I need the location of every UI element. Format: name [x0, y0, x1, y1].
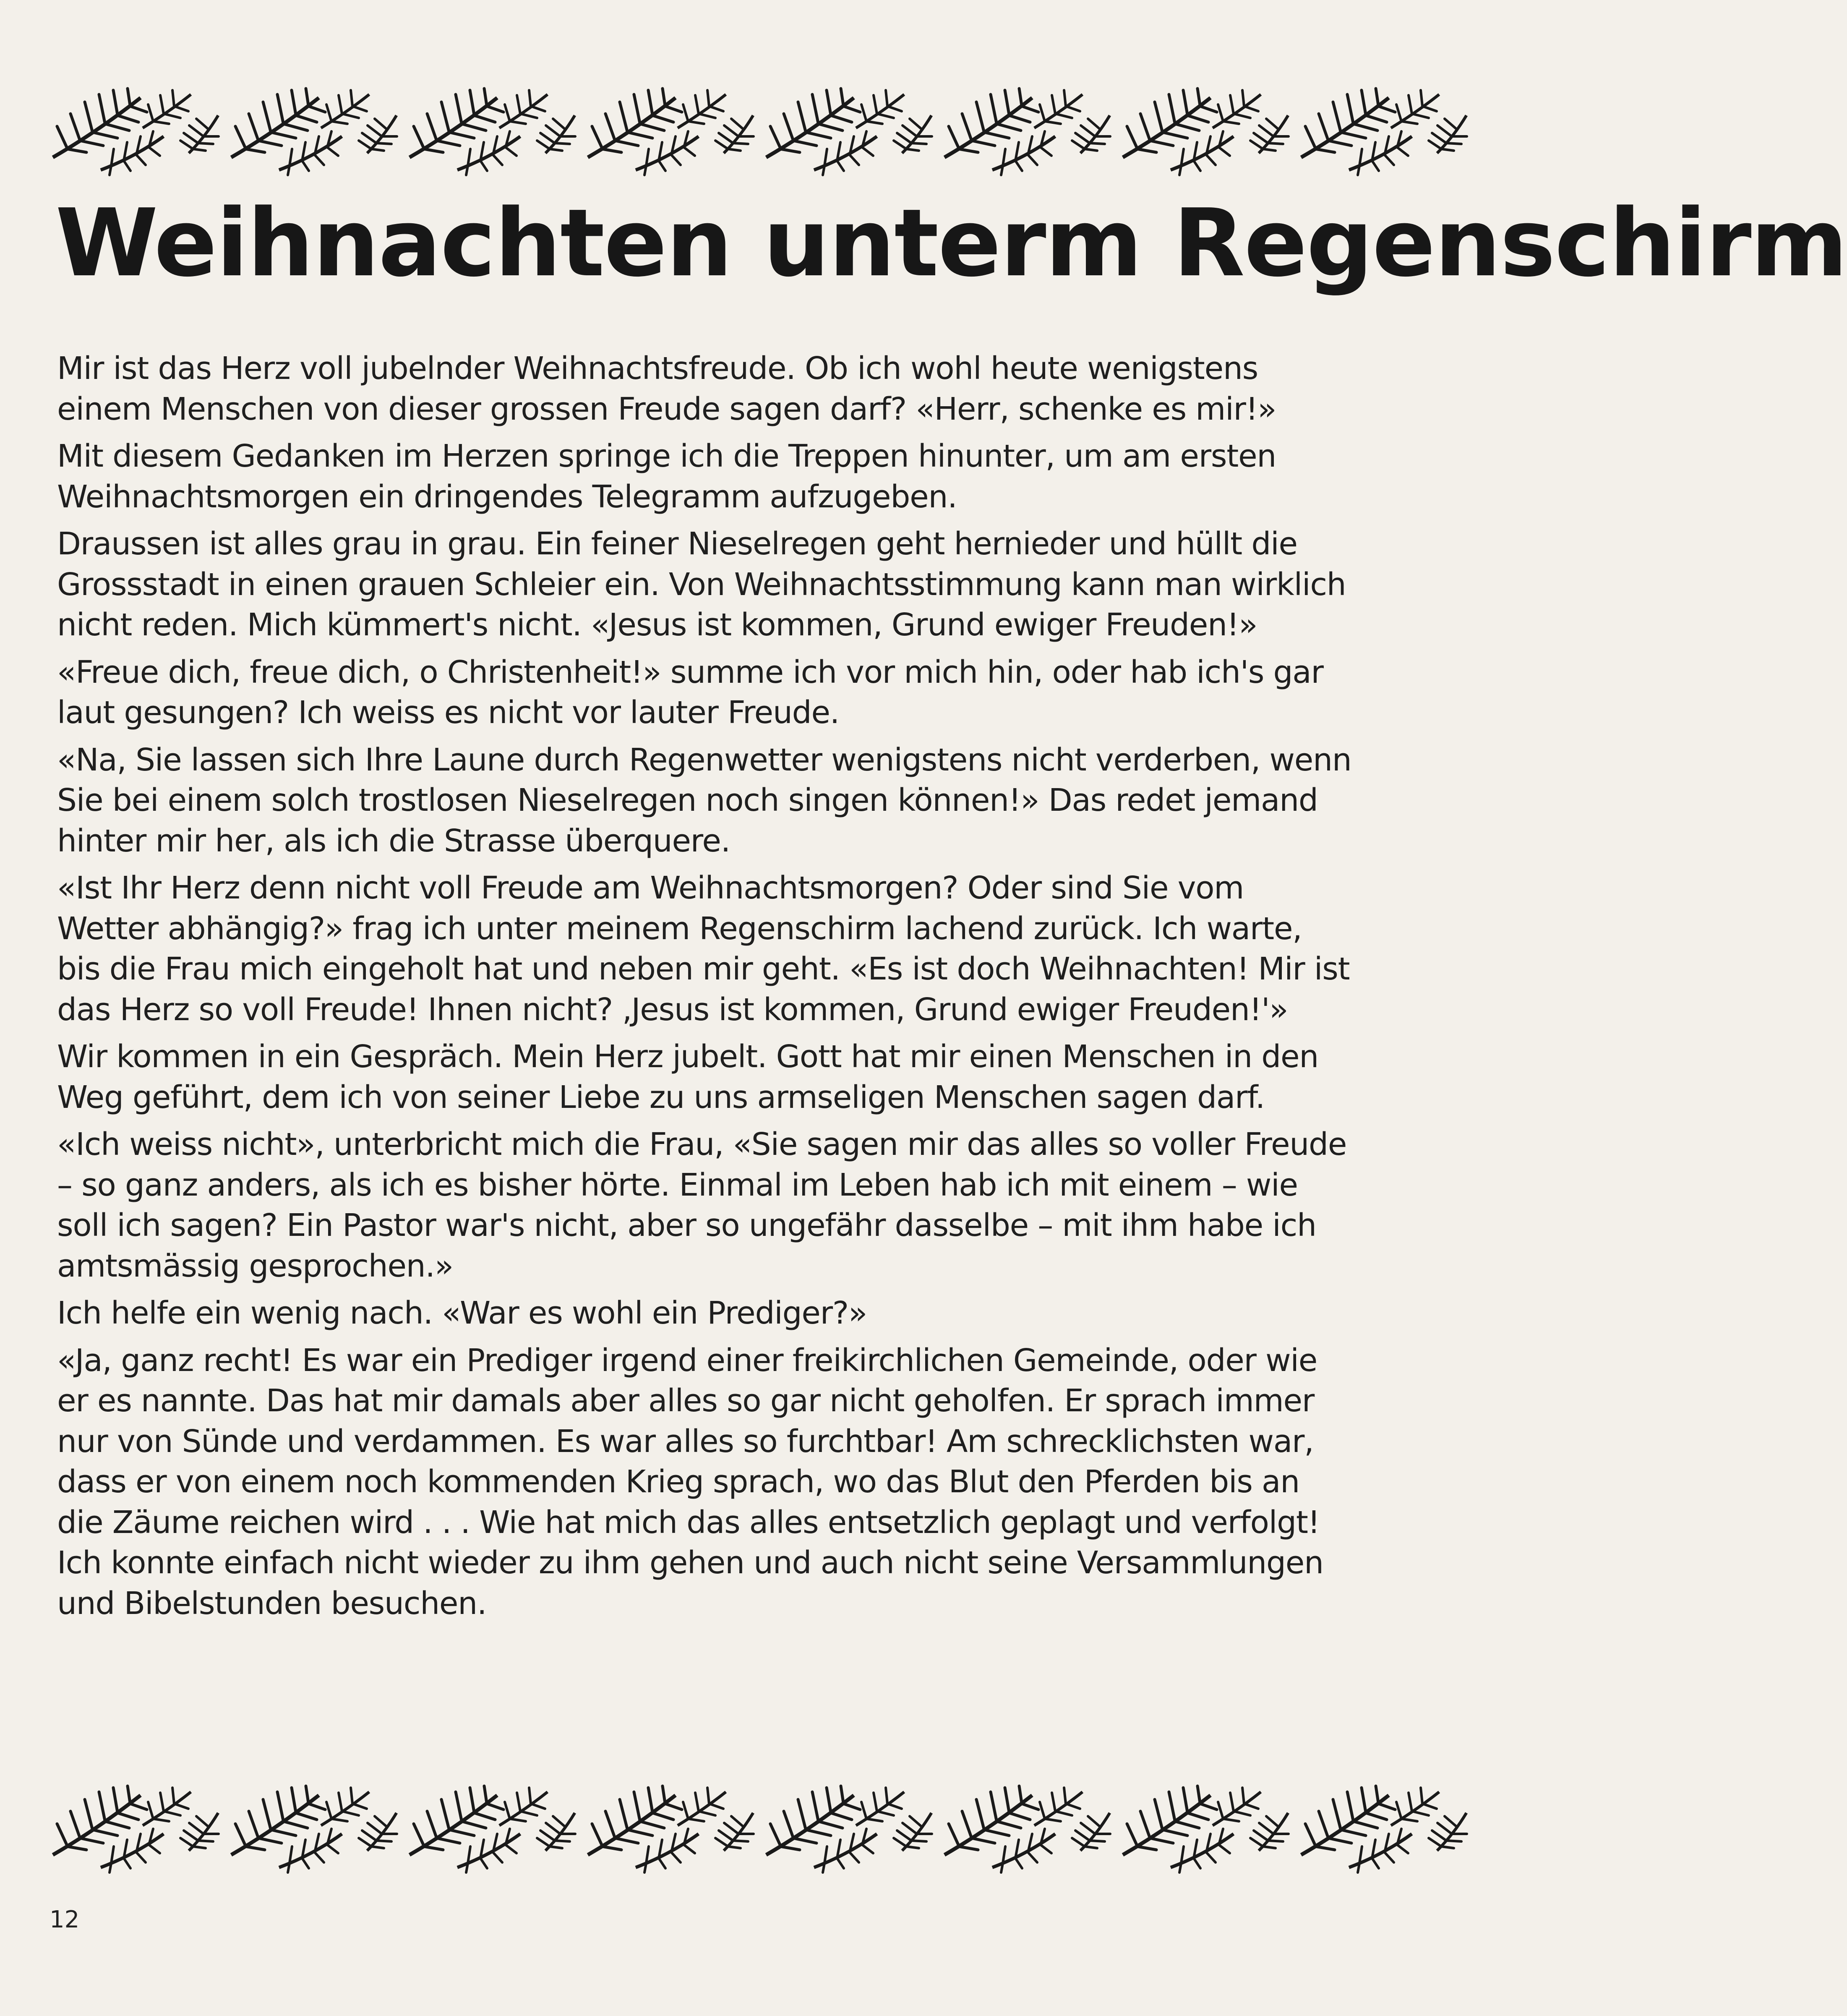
article-body: [57, 348, 1354, 1630]
paragraph: «Freue dich, freue dich, o Christenheit!» summe ich vor mich hin, oder hab ich's gar laut gesungen? Ich weiss es nicht vor lauter Freude.: [57, 654, 1323, 731]
page-number: 12: [50, 1906, 80, 1933]
paragraph: Mir ist das Herz voll jubelnder Weihnachtsfreude. Ob ich wohl heute wenigstens einem Menschen von dieser grossen Freude sagen darf? «Herr, schenke es mir!»: [57, 350, 1276, 427]
pine-branch-icon: [50, 1784, 1404, 1874]
paragraph: Mit diesem Gedanken im Herzen springe ich die Treppen hinunter, um am ersten Weihnachtsmorgen ein dringendes Telegramm aufzugeben.: [57, 438, 1276, 515]
paragraph: «Ich weiss nicht», unterbricht mich die Frau, «Sie sagen mir das alles so voller Freude – so ganz anders, als ich es bisher hörte. Einmal im Leben hab ich mit einem – wie soll ich sagen? Ein Pastor war's nicht, aber so ungefähr dasselbe – mit ihm habe ich amtsmässig gesprochen.»: [57, 1126, 1347, 1284]
paragraph: «Ist Ihr Herz denn nicht voll Freude am Weihnachtsmorgen? Oder sind Sie vom Wetter abhängig?» frag ich unter meinem Regenschirm lachend zurück. Ich warte, bis die Frau mich eingeholt hat und neben mir geht. «Es ist doch Weihnachten! Mir ist das Herz so voll Freude! Ihnen nicht? ‚Jesus ist kommen, Grund ewiger Freuden!'»: [57, 870, 1350, 1028]
pine-branch-border-top: [50, 86, 1404, 176]
paragraph: Wir kommen in ein Gespräch. Mein Herz jubelt. Gott hat mir einen Menschen in den Weg geführt, dem ich von seiner Liebe zu uns armseligen Menschen sagen darf.: [57, 1039, 1319, 1115]
paragraph: Ich helfe ein wenig nach. «War es wohl ein Prediger?»: [57, 1295, 867, 1331]
paragraph: «Na, Sie lassen sich Ihre Laune durch Regenwetter wenigstens nicht verderben, wenn Sie bei einem solch trostlosen Nieselregen noch singen können!» Das redet jemand hinter mir her, als ich die Strasse überquere.: [57, 742, 1351, 859]
paragraph: «Ja, ganz recht! Es war ein Prediger irgend einer freikirchlichen Gemeinde, oder wie er es nannte. Das hat mir damals aber alles so gar nicht geholfen. Er sprach immer nur von Sünde und verdammen. Es war alles so furchtbar! Am schrecklichsten war, dass er von einem noch kommenden Krieg sprach, wo das Blut den Pferden bis an die Zäume reichen wird . . . Wie hat mich das alles entsetzlich geplagt und verfolgt! Ich konnte einfach nicht wieder zu ihm gehen und auch nicht seine Versammlungen und Bibelstunden besuchen.: [57, 1342, 1323, 1622]
pine-branch-border-bottom: [50, 1784, 1404, 1874]
paragraph: Draussen ist alles grau in grau. Ein feiner Nieselregen geht hernieder und hüllt die Grossstadt in einen grauen Schleier ein. Von Weihnachtsstimmung kann man wirklich nicht reden. Mich kümmert's nicht. «Jesus ist kommen, Grund ewiger Freuden!»: [57, 526, 1346, 643]
pine-branch-icon: [50, 86, 1404, 176]
page-title: Weihnachten unterm Regenschirm: [55, 189, 1847, 298]
